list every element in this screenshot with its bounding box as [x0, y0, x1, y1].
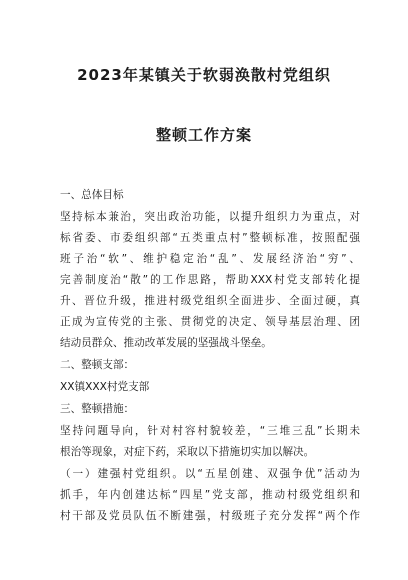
- section1-line: 完善制度治“散”的工作思路，帮助XXX村党支部转化提: [60, 274, 360, 286]
- section3-heading: 三、整顿措施：: [60, 403, 135, 415]
- section3-line: 村干部及党员队伍不断建强，村级班子充分发挥“两个作: [60, 510, 360, 522]
- section3-line: 根治等现象，对症下药，采取以下措施切实加以解决。: [60, 446, 315, 458]
- section2-content: XX镇XXX村党支部: [60, 381, 150, 393]
- section1-line: 结动员群众、推动改革发展的坚强战斗堡垒。: [60, 337, 272, 349]
- document-title-line1: 2023年某镇关于软弱涣散村党组织: [77, 66, 331, 84]
- document-title-line2: 整顿工作方案: [155, 126, 252, 144]
- section2-heading: 二、整顿支部：: [60, 359, 135, 371]
- section3-line: 抓手，年内创建达标“四星”党支部，推动村级党组织和: [60, 489, 360, 501]
- section1-line: 正成为宣传党的主张、贯彻党的决定、领导基层治理、团: [60, 316, 360, 328]
- section1-line: 班子治“软”、维护稳定治“乱”、发展经济治“穷”、: [60, 253, 360, 265]
- section3-line: （一）建强村党组织。以“五星创建、双强争优”活动为: [60, 468, 360, 480]
- section1-heading: 一、总体目标: [60, 189, 124, 201]
- section3-line: 坚持问题导向，针对村容村貌较差，“三堆三乱”长期未: [60, 425, 360, 437]
- section1-line: 升、晋位升级，推进村级党组织全面进步、全面过硬，真: [60, 295, 360, 307]
- section1-line: 坚持标本兼治，突出政治功能，以提升组织力为重点，对: [60, 211, 360, 223]
- section1-line: 标省委、市委组织部“五类重点村”整顿标准，按照配强: [60, 232, 360, 244]
